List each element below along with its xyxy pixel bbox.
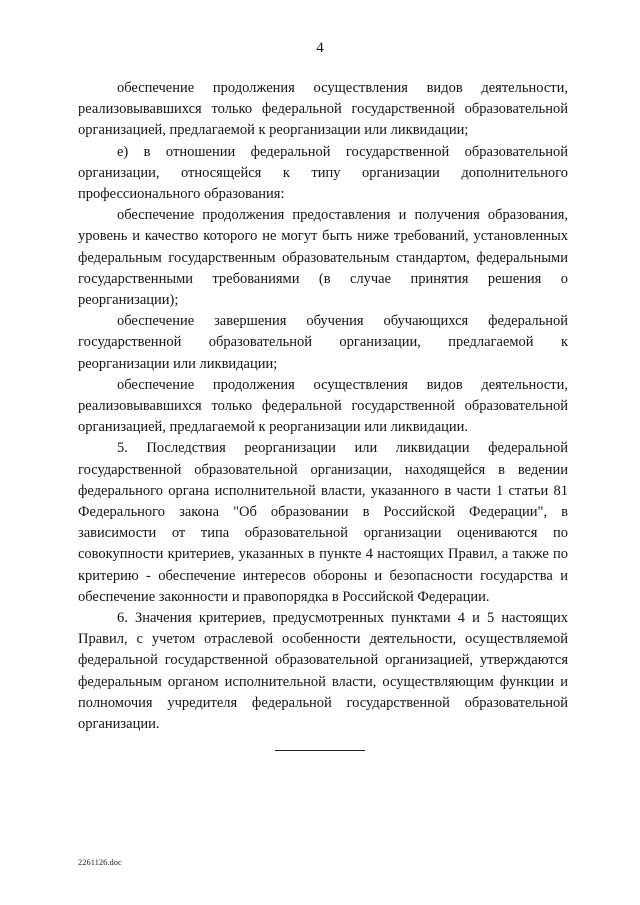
paragraph: 6. Значения критериев, предусмотренных пунктами 4 и 5 настоящих Правил, с учетом отраслевой особенности деятельности, осуществляемой федеральной государственной образовательной организацией, утверждаются федеральным органом исполнительной власти, осуществляющим функции и полномочия учредителя федеральной государственной образовательной организации. [78,610,568,733]
paragraph: е) в отношении федеральной государственной образовательной организации, относящейся к типу организации дополнительного профессионального образования: [78,143,568,203]
paragraph: обеспечение продолжения осуществления видов деятельности, реализовывавшихся только федеральной государственной образовательной организацией, предлагаемой к реорганизации или ликвидации; [78,80,568,139]
paragraph: обеспечение продолжения осуществления видов деятельности, реализовывавшихся только федеральной государственной образовательной организацией, предлагаемой к реорганизации или ликвидации. [78,376,568,436]
paragraph: 5. Последствия реорганизации или ликвидации федеральной государственной образовательной организации, находящейся в ведении федерального органа исполнительной власти, указанного в части 1 статьи 81 Федерального закона "Об образовании в Российской Федерации", в зависимости от типа образовательной организации оцениваются по совокупности критериев, указанных в пункте 4 настоящих Правил, а также по критерию - обеспечение интересов обороны и безопасности государства и обеспечение законности и правопорядка в Российской Федерации. [78,440,568,605]
paragraph: обеспечение продолжения предоставления и получения образования, уровень и качество которого не могут быть ниже требований, установленных федеральным государственным образовательным стандартом, федеральными государственными требованиями (в случае принятия решения о реорганизации); [78,207,568,309]
file-name-footer: 2261126.doc [78,857,122,867]
document-body [78,78,568,735]
paragraph: обеспечение завершения обучения обучающихся федеральной государственной образовательной организации, предлагаемой к реорганизации или ликвидации; [78,313,568,372]
end-divider-line [275,750,365,751]
page-number: 4 [316,40,324,56]
